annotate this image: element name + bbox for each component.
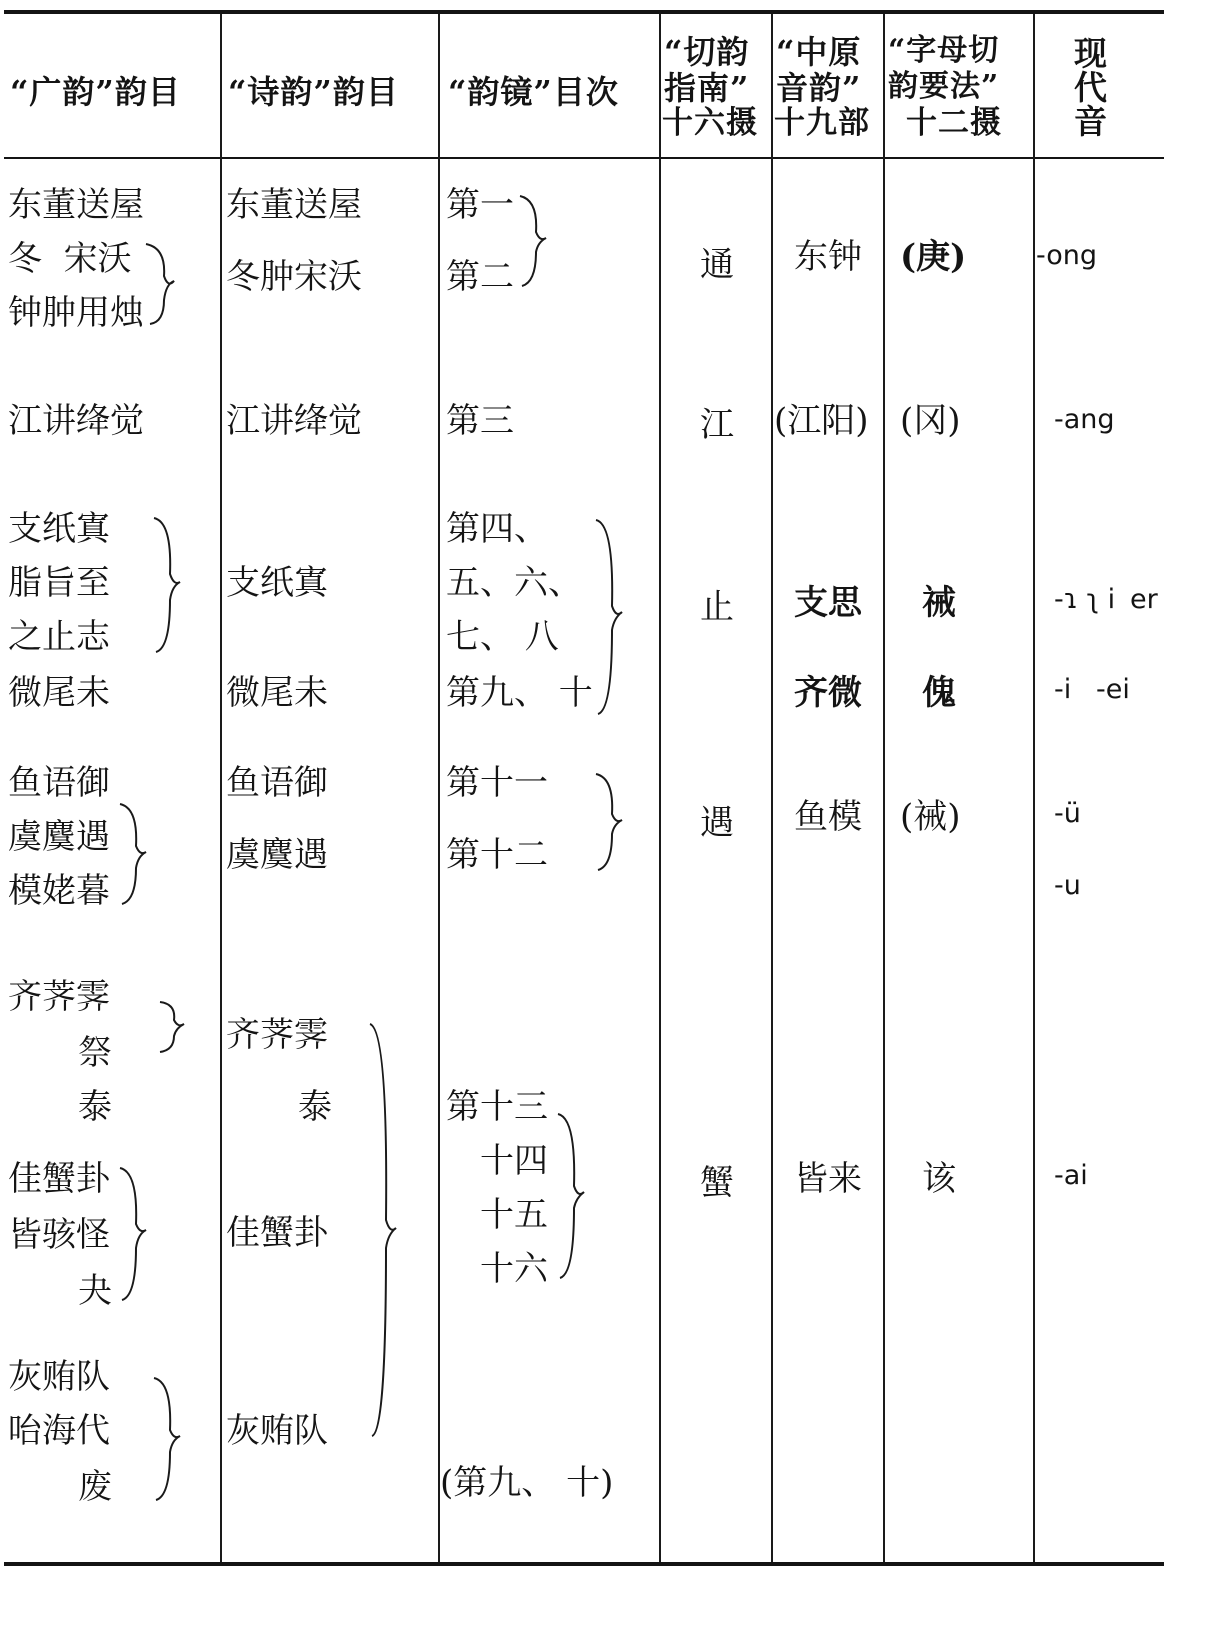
zimu-she: (冈) [900, 401, 961, 441]
guangyun-entry: 模姥暮 [8, 871, 110, 911]
shiyun-entry: 鱼语御 [226, 763, 328, 803]
header-qieyun-line3: 十六摄 [662, 105, 758, 141]
zhongyuan-bu: 支思 [794, 583, 862, 623]
shiyun-entry: 东董送屋 [226, 185, 362, 225]
guangyun-entry: 佳蟹卦 [8, 1159, 110, 1199]
yunjing-entry: 十四 [480, 1141, 548, 1181]
zimu-she: 该 [922, 1159, 956, 1199]
modern-reading: -ei [1096, 674, 1130, 705]
guangyun-entry: 齐荠霁 [8, 977, 110, 1017]
yunjing-entry: 第四、 [446, 509, 548, 549]
guangyun-entry: 虞麌遇 [8, 817, 110, 857]
modern-reading: -ang [1054, 404, 1115, 435]
shiyun-entry: 佳蟹卦 [226, 1213, 328, 1253]
modern-reading: er [1130, 584, 1158, 615]
guangyun-entry: 之止志 [8, 617, 110, 657]
shiyun-entry: 微尾未 [226, 673, 328, 713]
header-zhongyuan-line2: 音韵” [776, 69, 862, 107]
column-divider [220, 14, 222, 1562]
guangyun-entry: 泰 [78, 1087, 112, 1127]
guangyun-bracket [148, 514, 188, 654]
yunjing-entry: 第十二 [446, 835, 548, 875]
modern-reading: -ɿ ʅ i [1054, 584, 1116, 615]
column-divider [771, 14, 773, 1562]
yunjing-entry: 第一 [446, 185, 514, 225]
shiyun-entry: 泰 [298, 1087, 332, 1127]
yunjing-entry: 第十三 [446, 1087, 548, 1127]
header-qieyun-line2: 指南” [664, 69, 750, 107]
header-zimu-line3: 十二摄 [906, 105, 1002, 141]
guangyun-entry: 皆骇怪 [8, 1215, 110, 1255]
yunjing-entry: 五、六、 [446, 563, 582, 603]
bottom-rule [4, 1562, 1164, 1566]
guangyun-entry: 支纸寘 [8, 509, 110, 549]
guangyun-entry: 脂旨至 [8, 563, 110, 603]
shiyun-entry: 江讲绛觉 [226, 401, 362, 441]
guangyun-entry: 灰贿队 [8, 1357, 110, 1397]
qieyun-she: 蟹 [700, 1163, 734, 1203]
yunjing-bracket [516, 192, 556, 288]
modern-reading: -i [1054, 674, 1072, 705]
header-modern: 现代音 [1069, 36, 1108, 138]
yunjing-bracket [592, 770, 632, 872]
guangyun-bracket [150, 1374, 190, 1502]
modern-reading: -u [1054, 870, 1081, 901]
yunjing-entry: 第九、 十 [446, 673, 593, 713]
guangyun-entry: 夬 [78, 1271, 112, 1311]
shiyun-bracket [368, 1020, 408, 1440]
header-zhongyuan-line3: 十九部 [774, 105, 870, 141]
zhongyuan-bu: 皆来 [794, 1159, 862, 1199]
column-divider [659, 14, 661, 1562]
zimu-she: 傀 [922, 673, 956, 713]
header-zhongyuan-line1: “中原 [776, 33, 862, 71]
qieyun-she: 江 [700, 405, 734, 445]
guangyun-entry: 祭 [78, 1033, 112, 1073]
qieyun-she: 止 [700, 587, 734, 627]
guangyun-bracket [156, 998, 196, 1054]
column-divider [438, 14, 440, 1562]
guangyun-entry: 钟肿用烛 [8, 293, 144, 333]
guangyun-entry: 冬 宋沃 [8, 239, 132, 279]
qieyun-she: 遇 [700, 803, 734, 843]
yunjing-entry: 七、 八 [446, 617, 559, 657]
zimu-she: 祴 [922, 583, 956, 623]
yunjing-entry: 第二 [446, 257, 514, 297]
header-zimu-line2: 韵要法” [888, 69, 1000, 104]
guangyun-entry: 微尾未 [8, 673, 110, 713]
guangyun-entry: 咍海代 [8, 1411, 110, 1451]
yunjing-bracket [554, 1110, 594, 1280]
shiyun-entry: 冬肿宋沃 [226, 257, 362, 297]
shiyun-entry: 支纸寘 [226, 563, 328, 603]
header-yunjing: “韵镜”目次 [448, 73, 619, 111]
yunjing-entry: 十五 [480, 1195, 548, 1235]
guangyun-entry: 东董送屋 [8, 185, 144, 225]
qieyun-she: 通 [700, 245, 734, 285]
guangyun-entry: 江讲绛觉 [8, 401, 144, 441]
column-divider [883, 14, 885, 1562]
header-qieyun-line1: “切韵 [664, 33, 750, 71]
guangyun-bracket [116, 1164, 156, 1302]
yunjing-bracket [592, 516, 632, 716]
guangyun-entry: 废 [78, 1467, 112, 1507]
guangyun-bracket [140, 236, 180, 326]
header-rule [4, 157, 1164, 159]
zimu-she: (祴) [900, 797, 961, 837]
yunjing-entry: (第九、 十) [440, 1463, 614, 1503]
yunjing-entry: 第三 [446, 401, 514, 441]
guangyun-entry: 鱼语御 [8, 763, 110, 803]
zhongyuan-bu: 鱼模 [794, 797, 862, 837]
shiyun-entry: 灰贿队 [226, 1411, 328, 1451]
modern-reading: -ong [1036, 240, 1098, 271]
header-zimu-line1: “字母切 [888, 33, 1000, 68]
zhongyuan-bu: 东钟 [794, 237, 862, 277]
header-shiyun: “诗韵”韵目 [228, 73, 399, 111]
guangyun-bracket [116, 800, 156, 906]
shiyun-entry: 虞麌遇 [226, 835, 328, 875]
top-rule [4, 10, 1164, 14]
zhongyuan-bu: (江阳) [774, 401, 869, 441]
modern-reading: -ü [1054, 798, 1081, 829]
zhongyuan-bu: 齐微 [794, 673, 862, 713]
zimu-she: (庚) [900, 237, 967, 277]
column-divider [1033, 14, 1035, 1562]
modern-reading: -ai [1054, 1160, 1088, 1191]
yunjing-entry: 十六 [480, 1249, 548, 1289]
header-guangyun: “广韵”韵目 [10, 73, 181, 111]
shiyun-entry: 齐荠霁 [226, 1015, 328, 1055]
yunjing-entry: 第十一 [446, 763, 548, 803]
